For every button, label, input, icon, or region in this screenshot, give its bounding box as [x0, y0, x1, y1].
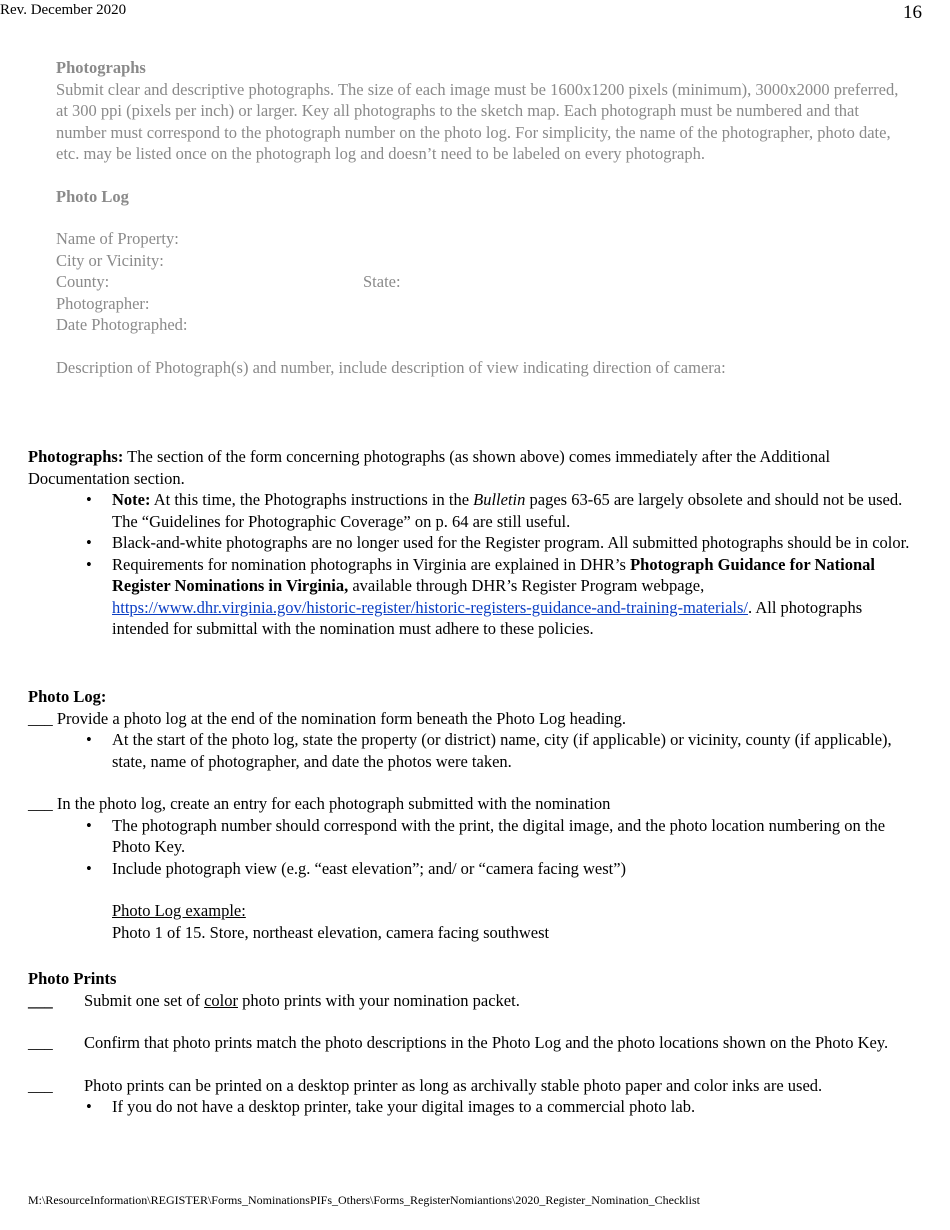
photo-log-section	[28, 686, 923, 943]
field-date-photographed: Date Photographed:	[56, 315, 188, 334]
page-number: 16	[903, 2, 922, 23]
revision-date: Rev. December 2020	[0, 2, 127, 18]
checkbox-blank[interactable]: ___	[28, 708, 53, 728]
field-description-prompt: Description of Photograph(s) and number, include description of view indicating direction of camera:	[56, 357, 726, 377]
list-item: • Black-and-white photographs are no longer used for the Register program. All submitted photographs should be in color.	[28, 532, 923, 554]
field-photographer: Photographer:	[56, 293, 150, 313]
footer-path: M:\ResourceInformation\REGISTER\Forms_NominationsPIFs_Others\Forms_RegisterNomiantions\2020_Register_Nomination_Checklist	[28, 1193, 700, 1207]
photo-prints-section	[28, 968, 923, 1118]
photographs-intro: Photographs: The section of the form concerning photographs (as shown above) comes immediately after the Additional Documentation section.	[28, 447, 831, 488]
field-county: County:	[56, 272, 110, 291]
photo-prints-item-2: ___ Confirm that photo prints match the photo descriptions in the Photo Log and the photo locations shown on the Photo Key.	[28, 1033, 889, 1052]
list-item: • At the start of the photo log, state the property (or district) name, city (if applicable) or vicinity, county (if applicable), state, name of photographer, and date the photos were taken.	[28, 729, 923, 772]
field-county-row	[56, 271, 916, 293]
list-item: • The photograph number should correspond with the print, the digital image, and the photo location numbering on the Photo Key.	[28, 815, 923, 858]
photo-log-item-1: ___ Provide a photo log at the end of the nomination form beneath the Photo Log heading.	[28, 708, 627, 728]
photographs-section	[28, 446, 923, 640]
photographs-bullets	[28, 489, 923, 640]
photo-prints-item-3: ___ Photo prints can be printed on a desktop printer as long as archivally stable photo paper and color inks are used.	[28, 1075, 823, 1095]
checkbox-blank[interactable]: ___	[28, 990, 53, 1010]
form-excerpt	[56, 57, 916, 378]
photo-log-example	[28, 900, 923, 943]
photo-prints-item-1: ___ Submit one set of color photo prints with your nomination packet.	[28, 990, 520, 1010]
checkbox-blank[interactable]: ___	[28, 1033, 53, 1052]
photographs-label: Photographs:	[28, 447, 124, 466]
dhr-guidance-link[interactable]: https://www.dhr.virginia.gov/historic-register/historic-registers-guidance-and-training-materials/	[112, 597, 748, 617]
list-item: • Note: At this time, the Photographs instructions in the Bulletin pages 63-65 are largely obsolete and should not be used. The “Guidelines for Photographic Coverage” on p. 64 are still useful.	[28, 489, 923, 532]
photo-log-heading: Photo Log:	[28, 687, 107, 706]
list-item: • Include photograph view (e.g. “east elevation”; and/ or “camera facing west”)	[28, 858, 923, 880]
list-item: • Requirements for nomination photographs in Virginia are explained in DHR’s Photograph Guidance for National Register Nominations in Virginia, available through DHR’s Register Program webpage, https://www.dhr.virginia.gov/historic-register/historic-registers-guidance-and-training-materials/. All photographs intended for submittal with the nomination must adhere to these policies.	[28, 554, 923, 640]
field-name-of-property: Name of Property:	[56, 229, 179, 248]
form-photographs-text: Submit clear and descriptive photographs. The size of each image must be 1600x1200 pixels (minimum), 3000x2000 preferred, at 300 ppi (pixels per inch) or larger. Key all photographs to the sketch map. Each photograph must be numbered and that number must correspond to the photograph number on the photo log. For simplicity, the name of the photographer, photo date, etc. may be listed once on the photograph log and doesn’t need to be labeled on every photograph.	[56, 79, 899, 163]
list-item: • If you do not have a desktop printer, take your digital images to a commercial photo lab.	[28, 1096, 923, 1118]
checkbox-blank[interactable]: ___	[28, 794, 53, 813]
photo-log-item-2: ___ In the photo log, create an entry for each photograph submitted with the nomination	[28, 794, 611, 813]
photo-log-example-label: Photo Log example:	[112, 901, 246, 920]
form-photo-log-heading: Photo Log	[56, 186, 129, 206]
field-state: State:	[363, 272, 401, 291]
form-photographs-heading: Photographs	[56, 58, 146, 77]
photo-prints-heading: Photo Prints	[28, 969, 117, 988]
field-city-or-vicinity: City or Vicinity:	[56, 250, 164, 270]
checkbox-blank[interactable]: ___	[28, 1075, 53, 1095]
photo-log-example-text: Photo 1 of 15. Store, northeast elevation, camera facing southwest	[112, 922, 550, 942]
